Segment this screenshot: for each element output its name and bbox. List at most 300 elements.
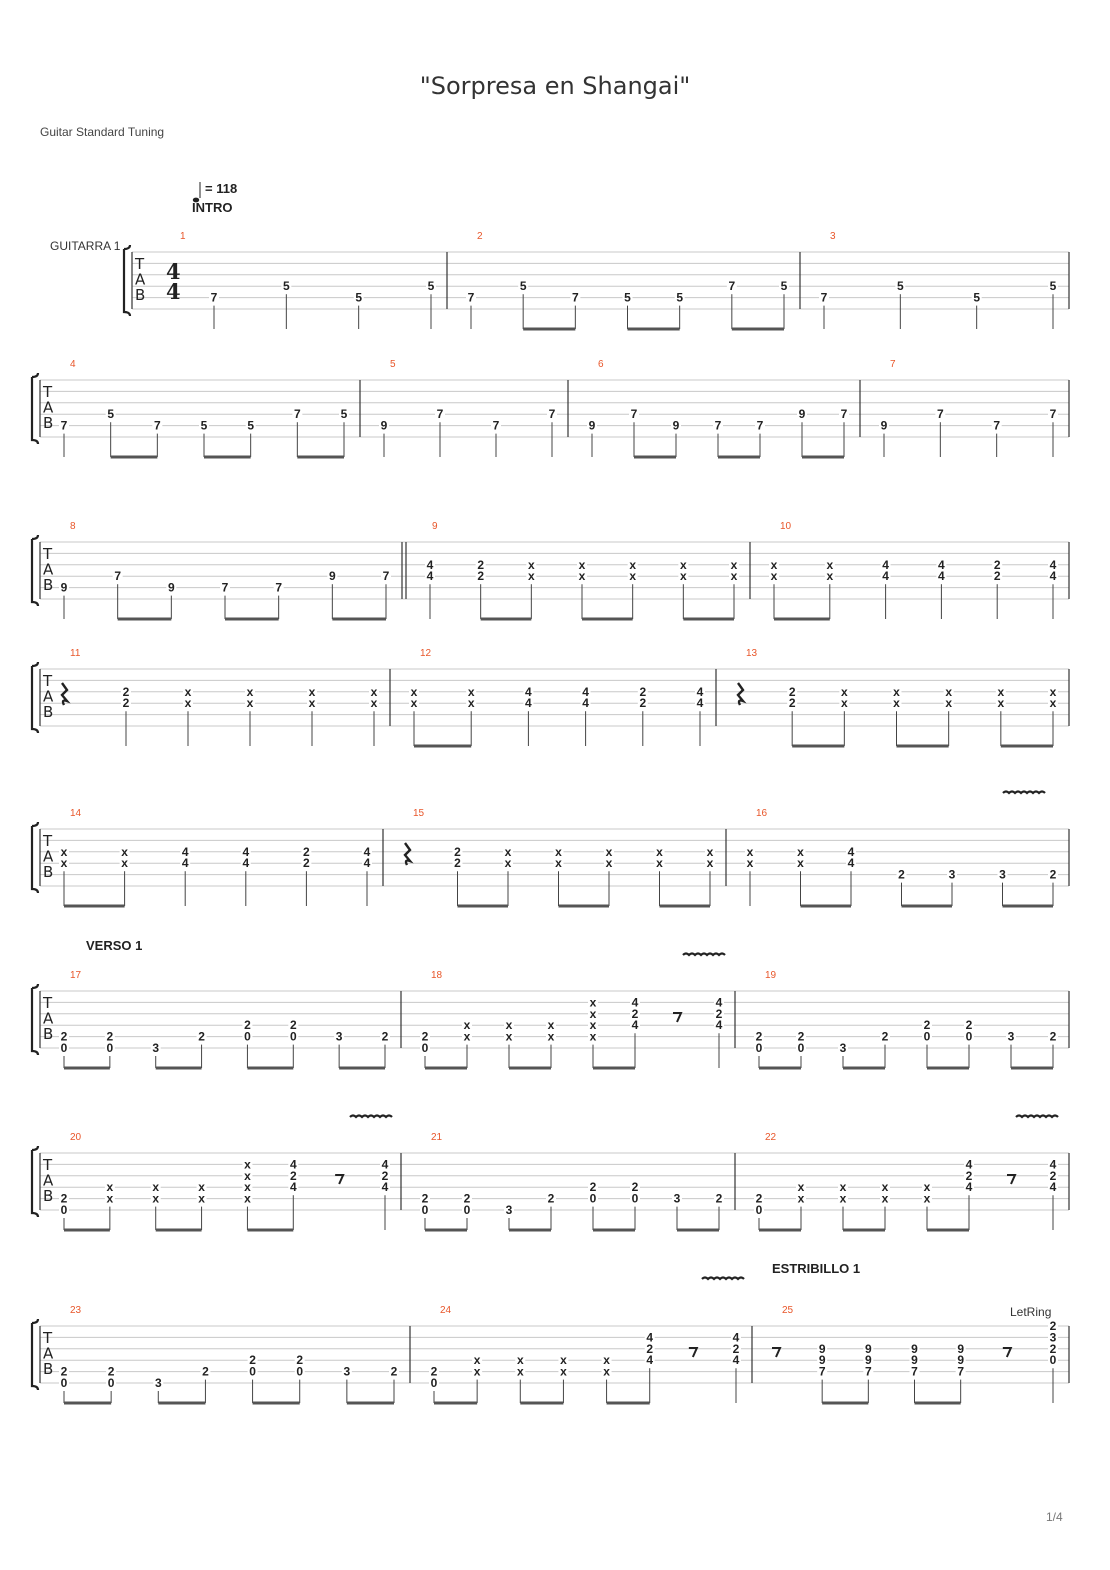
fret-number: x <box>370 684 378 699</box>
fret-number: 9 <box>957 1341 965 1356</box>
fret-number: x <box>473 1353 481 1368</box>
fret-number: x <box>560 1364 567 1379</box>
fret-number: 2 <box>421 1029 429 1044</box>
fret-number: 7 <box>840 407 848 422</box>
fret-number: 2 <box>249 1353 256 1368</box>
tab-clef-letter: A <box>43 687 54 706</box>
fret-number: 7 <box>630 407 638 422</box>
fret-number: 4 <box>631 995 639 1010</box>
fret-number: x <box>473 1364 481 1379</box>
fret-number: 0 <box>965 1029 973 1044</box>
fret-number: x <box>797 856 804 871</box>
fret-number: 5 <box>200 418 208 433</box>
track-name: GUITARRA 1 <box>50 239 121 253</box>
fret-number: 2 <box>477 569 485 584</box>
fret-number: 4 <box>965 1180 973 1195</box>
tuning-label: Guitar Standard Tuning <box>40 125 165 139</box>
fret-number: 2 <box>631 1006 639 1021</box>
fret-number: 0 <box>631 1191 639 1206</box>
fret-number: 3 <box>154 1376 162 1390</box>
fret-number: 7 <box>293 407 301 422</box>
fret-number: 4 <box>242 844 250 859</box>
fret-number: x <box>656 856 663 871</box>
fret-number: x <box>547 1018 555 1033</box>
fret-number: 2 <box>1049 1029 1057 1044</box>
fret-number: 4 <box>426 569 434 584</box>
fret-number: 7 <box>864 1364 872 1379</box>
fret-number: 4 <box>181 856 189 871</box>
vibrato-mark <box>683 954 725 956</box>
fret-number: x <box>198 1191 205 1206</box>
fret-number: 2 <box>454 844 461 859</box>
measure-number: 15 <box>413 808 425 819</box>
fret-number: 2 <box>296 1353 304 1368</box>
fret-number: 4 <box>882 557 889 572</box>
measure-number: 9 <box>432 521 438 532</box>
fret-number: x <box>840 684 848 699</box>
page-number: 1/4 <box>1046 1510 1063 1524</box>
section-label: ESTRIBILLO 1 <box>772 1261 861 1276</box>
fret-number: x <box>527 557 535 572</box>
measure-number: 1 <box>180 231 186 242</box>
fret-number: 4 <box>1049 1180 1057 1195</box>
fret-number: 5 <box>624 290 631 305</box>
fret-number: x <box>410 696 418 711</box>
fret-number: 2 <box>1049 1168 1057 1183</box>
fret-number: 2 <box>715 1191 723 1206</box>
fret-number: 4 <box>646 1353 654 1368</box>
measure <box>769 557 1058 619</box>
fret-number: x <box>504 856 512 871</box>
fret-number: 0 <box>430 1376 438 1390</box>
fret-number: 7 <box>467 290 475 305</box>
fret-number: x <box>589 995 597 1010</box>
fret-number: 2 <box>547 1191 555 1206</box>
fret-number: x <box>605 856 613 871</box>
measure <box>59 844 372 906</box>
fret-number: 5 <box>780 279 788 294</box>
fret-number: x <box>589 1029 597 1044</box>
fret-number: x <box>730 569 738 584</box>
measure-number: 2 <box>477 231 483 242</box>
fret-number: 4 <box>582 684 589 699</box>
measure <box>409 684 705 746</box>
time-signature-top: 4 <box>166 259 181 284</box>
vibrato-mark <box>1003 792 1045 794</box>
fret-number: x <box>746 856 754 871</box>
fret-number: 2 <box>60 1364 68 1379</box>
fret-number: 4 <box>646 1330 654 1345</box>
fret-number: 0 <box>1049 1353 1057 1368</box>
fret-number: x <box>893 684 900 699</box>
fret-number: x <box>945 684 953 699</box>
fret-number: 4 <box>525 696 532 711</box>
fret-number: x <box>246 696 254 711</box>
fret-number: x <box>106 1191 114 1206</box>
fret-number: 4 <box>732 1330 740 1345</box>
tempo-value: = 118 <box>205 181 238 196</box>
fret-number: x <box>578 557 586 572</box>
fret-number: 5 <box>107 407 115 422</box>
tab-clef-letter: T <box>43 672 53 690</box>
fret-number: 2 <box>381 1168 389 1183</box>
fret-number: 2 <box>303 856 310 871</box>
fret-number: 3 <box>335 1029 343 1044</box>
system-bracket <box>32 535 38 606</box>
fret-number: 2 <box>639 684 647 699</box>
fret-number: 0 <box>60 1376 68 1390</box>
fret-number: 4 <box>882 569 889 584</box>
fret-number: 7 <box>911 1364 918 1379</box>
fret-number: x <box>589 1006 597 1021</box>
fret-number: 7 <box>548 407 556 422</box>
fret-number: 4 <box>696 684 704 699</box>
fret-number: 4 <box>1049 1157 1057 1172</box>
fret-number: x <box>797 1191 805 1206</box>
fret-number: x <box>1049 684 1057 699</box>
fret-number: 0 <box>289 1029 297 1044</box>
fret-number: 5 <box>973 290 981 305</box>
fret-number: x <box>797 1180 805 1195</box>
vibrato-mark <box>1016 1116 1058 1118</box>
fret-number: x <box>1049 696 1057 711</box>
fret-number: 4 <box>426 557 434 572</box>
fret-number: x <box>244 1168 251 1183</box>
fret-number: x <box>504 844 512 859</box>
measure-number: 24 <box>440 1305 452 1316</box>
measure-number: 8 <box>70 521 76 532</box>
fret-number: 2 <box>107 1364 115 1379</box>
tab-clef-letter: B <box>43 703 54 721</box>
fret-number: 3 <box>673 1191 681 1206</box>
fret-number: 5 <box>676 290 684 305</box>
quarter-rest <box>738 683 743 705</box>
fret-number: x <box>152 1180 160 1195</box>
fret-number: 9 <box>380 418 388 433</box>
fret-number: 7 <box>820 290 828 305</box>
fret-number: 7 <box>221 580 229 595</box>
eighth-rest <box>1007 1175 1015 1184</box>
fret-number: x <box>603 1353 610 1368</box>
fret-number: 7 <box>936 407 944 422</box>
section-label: VERSO 1 <box>86 938 143 953</box>
measure-number: 18 <box>431 970 443 981</box>
fret-number: 2 <box>381 1029 389 1044</box>
fret-number: 9 <box>588 418 596 433</box>
fret-number: x <box>246 684 254 699</box>
fret-number: 3 <box>839 1041 847 1055</box>
fret-number: 4 <box>1049 569 1057 584</box>
fret-number: 9 <box>818 1341 826 1356</box>
fret-number: 0 <box>923 1029 931 1044</box>
fret-number: x <box>797 844 804 859</box>
fret-number: 7 <box>114 569 122 584</box>
fret-number: x <box>555 856 562 871</box>
fret-number: x <box>945 696 953 711</box>
eighth-rest <box>335 1175 343 1184</box>
fret-number: 2 <box>993 569 1001 584</box>
measure-number: 6 <box>598 359 604 370</box>
fret-number: 5 <box>355 290 363 305</box>
fret-number: 0 <box>107 1376 115 1390</box>
fret-number: 2 <box>289 1018 297 1033</box>
fret-number: 2 <box>60 1029 68 1044</box>
fret-number: 4 <box>363 856 371 871</box>
system-bracket <box>32 1319 38 1390</box>
fret-number: x <box>308 684 316 699</box>
tab-clef-letter: B <box>43 576 54 594</box>
fret-number: x <box>244 1191 251 1206</box>
fret-number: 2 <box>1049 1341 1057 1356</box>
system-bracket <box>32 662 38 733</box>
fret-number: x <box>555 844 562 859</box>
fret-number: 2 <box>477 557 485 572</box>
fret-number: x <box>244 1157 251 1172</box>
fret-number: x <box>997 696 1005 711</box>
tab-system <box>32 535 1069 619</box>
fret-number: x <box>603 1364 610 1379</box>
fret-number: x <box>505 1029 513 1044</box>
fret-number: 4 <box>363 844 371 859</box>
fret-number: x <box>629 569 637 584</box>
fret-number: 4 <box>1049 557 1057 572</box>
measure-number: 5 <box>390 359 396 370</box>
measure <box>59 409 349 457</box>
fret-number: 0 <box>421 1041 429 1055</box>
measure <box>879 409 1058 457</box>
fret-number: 7 <box>153 418 161 433</box>
measure-number: 3 <box>830 231 836 242</box>
tab-clef-letter: T <box>43 545 53 563</box>
vibrato-mark <box>702 1278 744 1280</box>
system-bracket <box>32 373 38 444</box>
eighth-rest <box>772 1348 780 1357</box>
system-bracket <box>32 984 38 1055</box>
tab-clef-letter: A <box>43 847 54 866</box>
fret-number: 7 <box>275 580 283 595</box>
tab-clef-letter: B <box>43 863 54 881</box>
fret-number: 2 <box>454 856 461 871</box>
fret-number: 5 <box>282 279 290 294</box>
fret-number: 0 <box>421 1203 429 1217</box>
fret-number: 2 <box>755 1029 763 1044</box>
fret-number: x <box>60 844 68 859</box>
tab-system <box>124 245 1069 329</box>
fret-number: 0 <box>755 1041 763 1055</box>
fret-number: 2 <box>797 1029 805 1044</box>
tab-clef-letter: T <box>43 832 53 850</box>
fret-number: x <box>997 684 1005 699</box>
fret-number: 9 <box>911 1353 918 1368</box>
fret-number: x <box>746 844 754 859</box>
fret-number: 2 <box>788 684 796 699</box>
fret-number: 2 <box>881 1029 889 1044</box>
fret-number: 3 <box>999 867 1006 882</box>
fret-number: 4 <box>847 844 855 859</box>
fret-number: 2 <box>1049 867 1057 882</box>
fret-number: 2 <box>631 1180 639 1195</box>
fret-number: x <box>605 844 613 859</box>
fret-number: 9 <box>818 1353 826 1368</box>
fret-number: 3 <box>1049 1330 1057 1345</box>
measure-number: 4 <box>70 359 76 370</box>
measure-number: 21 <box>431 1132 443 1143</box>
fret-number: 9 <box>864 1341 872 1356</box>
fret-number: x <box>121 844 128 859</box>
fret-number: x <box>370 696 378 711</box>
system-bracket <box>32 822 38 893</box>
fret-number: x <box>629 557 637 572</box>
measure-number: 10 <box>780 521 792 532</box>
fret-number: 5 <box>247 418 255 433</box>
tab-clef-letter: B <box>43 1360 54 1378</box>
fret-number: 5 <box>1049 279 1057 294</box>
fret-number: x <box>730 557 738 572</box>
fret-number: 2 <box>430 1364 438 1379</box>
fret-number: 7 <box>210 290 218 305</box>
fret-number: 9 <box>957 1353 965 1368</box>
fret-number: 0 <box>244 1029 251 1044</box>
vibrato-mark-wave <box>683 954 725 956</box>
fret-number: x <box>656 844 663 859</box>
quarter-rest <box>62 683 67 705</box>
eighth-rest <box>689 1348 697 1357</box>
fret-number: 0 <box>60 1041 68 1055</box>
fret-number: 7 <box>756 418 764 433</box>
measure <box>587 409 849 457</box>
let-ring-label: LetRing <box>1010 1305 1052 1319</box>
fret-number: 9 <box>864 1353 872 1368</box>
fret-number: 9 <box>328 569 336 584</box>
measure-number: 22 <box>765 1132 777 1143</box>
vibrato-mark-wave <box>350 1116 392 1118</box>
fret-number: 0 <box>755 1203 763 1217</box>
fret-number: 3 <box>505 1203 513 1217</box>
tab-clef-letter: A <box>43 560 54 579</box>
measure-number: 14 <box>70 808 82 819</box>
fret-number: x <box>121 856 128 871</box>
fret-number: 2 <box>106 1029 114 1044</box>
measure-number: 25 <box>782 1305 794 1316</box>
fret-number: x <box>770 569 778 584</box>
measure <box>209 281 436 329</box>
fret-number: 2 <box>390 1364 398 1379</box>
fret-number: 3 <box>948 867 956 882</box>
fret-number: x <box>184 696 192 711</box>
fret-number: 5 <box>340 407 348 422</box>
fret-number: 7 <box>436 407 444 422</box>
fret-number: x <box>198 1180 205 1195</box>
fret-number: x <box>463 1029 471 1044</box>
fret-number: 2 <box>993 557 1001 572</box>
tab-clef-letter: B <box>43 1187 54 1205</box>
song-title: "Sorpresa en Shangai" <box>419 72 691 100</box>
fret-number: 4 <box>965 1157 973 1172</box>
fret-number: 2 <box>1049 1319 1057 1333</box>
fret-number: x <box>893 696 900 711</box>
eighth-rest <box>673 1013 681 1022</box>
fret-number: x <box>184 684 192 699</box>
fret-number: x <box>463 1018 471 1033</box>
fret-number: x <box>881 1191 889 1206</box>
fret-number: x <box>547 1029 555 1044</box>
measure-number: 13 <box>746 648 758 659</box>
vibrato-mark-wave <box>702 1278 744 1280</box>
fret-number: 4 <box>289 1180 297 1195</box>
fret-number: x <box>839 1191 847 1206</box>
tab-clef-letter: A <box>135 270 146 289</box>
fret-number: 2 <box>122 684 130 699</box>
fret-number: x <box>826 557 834 572</box>
fret-number: 0 <box>249 1364 256 1379</box>
fret-number: 5 <box>896 279 904 294</box>
tab-system <box>32 1146 1069 1230</box>
fret-number: x <box>840 696 848 711</box>
fret-number: x <box>516 1364 524 1379</box>
measure-number: 19 <box>765 970 777 981</box>
fret-number: 5 <box>427 279 435 294</box>
measure-number: 16 <box>756 808 768 819</box>
fret-number: x <box>527 569 535 584</box>
fret-number: 2 <box>463 1191 471 1206</box>
fret-number: x <box>244 1180 251 1195</box>
fret-number: 4 <box>847 856 855 871</box>
fret-number: 4 <box>938 557 945 572</box>
fret-number: 2 <box>715 1006 723 1021</box>
fret-number: x <box>410 684 418 699</box>
fret-number: 4 <box>938 569 945 584</box>
fret-number: 4 <box>381 1180 389 1195</box>
fret-number: 4 <box>582 696 589 711</box>
fret-number: 7 <box>957 1364 965 1379</box>
fret-number: x <box>467 684 475 699</box>
fret-number: 7 <box>728 279 736 294</box>
fret-number: 2 <box>303 844 310 859</box>
fret-number: 3 <box>152 1041 160 1055</box>
measure-number: 23 <box>70 1305 82 1316</box>
fret-number: 0 <box>296 1364 304 1379</box>
fret-number: 0 <box>60 1203 68 1217</box>
fret-number: 7 <box>571 290 579 305</box>
fret-number: x <box>308 696 316 711</box>
fret-number: 3 <box>343 1364 351 1379</box>
system-bracket <box>32 1146 38 1217</box>
tab-clef-letter: B <box>43 414 54 432</box>
fret-number: 2 <box>639 696 647 711</box>
fret-number: 2 <box>122 696 130 711</box>
fret-number: 4 <box>381 1157 389 1172</box>
fret-number: 4 <box>631 1018 639 1033</box>
fret-number: 4 <box>242 856 250 871</box>
fret-number: 7 <box>818 1364 826 1379</box>
measure <box>59 571 391 619</box>
measure-number: 17 <box>70 970 82 981</box>
fret-number: 7 <box>993 418 1001 433</box>
tab-clef-letter: T <box>43 383 53 401</box>
fret-number: x <box>152 1191 160 1206</box>
fret-number: 7 <box>382 569 390 584</box>
fret-number: 9 <box>911 1341 918 1356</box>
fret-number: 0 <box>106 1041 114 1055</box>
fret-number: 9 <box>672 418 680 433</box>
fret-number: 4 <box>715 995 723 1010</box>
measure-number: 12 <box>420 648 432 659</box>
fret-number: 9 <box>880 418 888 433</box>
fret-number: x <box>679 557 687 572</box>
fret-number: 4 <box>732 1353 740 1368</box>
fret-number: 9 <box>60 580 68 595</box>
fret-number: x <box>516 1353 524 1368</box>
